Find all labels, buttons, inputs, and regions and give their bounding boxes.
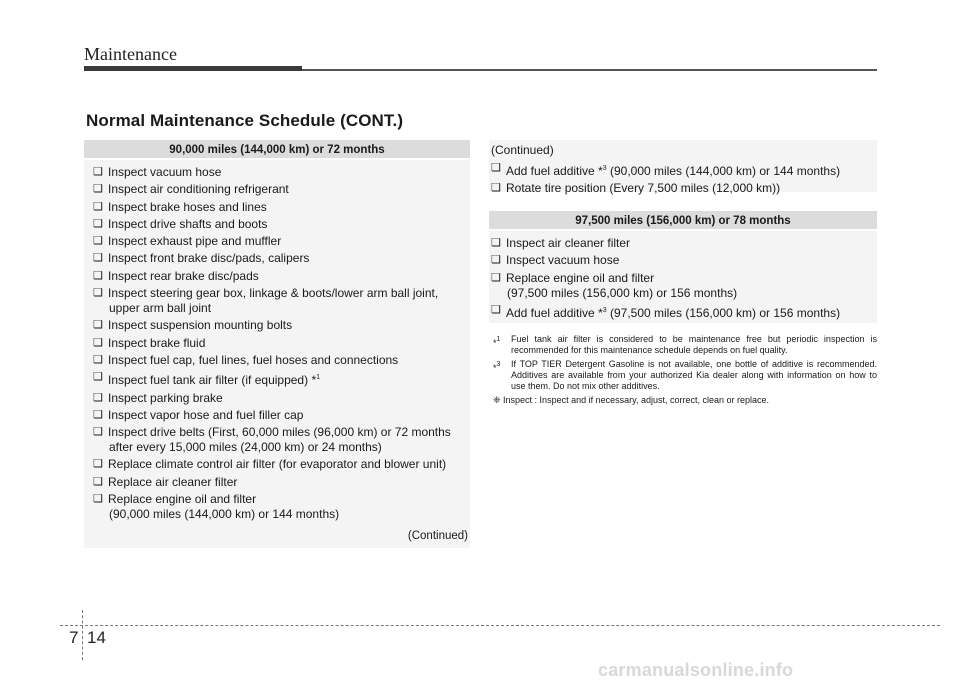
item-text: Inspect air cleaner filter	[506, 236, 631, 250]
footer-rule	[60, 625, 940, 626]
item-text: Add fuel additive *	[506, 164, 603, 178]
checklist-item	[93, 408, 470, 423]
item-subtext: after every 15,000 miles (24,000 km) or 24 months)	[109, 440, 382, 455]
checklist-item	[93, 182, 470, 197]
checkbox-icon: ❑	[93, 408, 103, 421]
footnote-ref: 3	[602, 306, 607, 314]
footnotes	[493, 334, 877, 409]
footer-divider	[82, 610, 83, 660]
checklist-item	[93, 457, 470, 472]
item-text: Replace air cleaner filter	[108, 474, 238, 489]
checkbox-icon: ❑	[93, 183, 103, 196]
item-text-tail: (97,500 miles (156,000 km) or 156 months)	[606, 305, 841, 320]
schedule-continued-panel	[489, 140, 877, 196]
checkbox-icon: ❑	[491, 162, 501, 174]
checkbox-icon: ❑	[93, 319, 103, 332]
panel-heading: 90,000 miles (144,000 km) or 72 months	[84, 140, 470, 160]
item-text: Inspect brake hoses and lines	[108, 199, 267, 214]
panel-heading: 97,500 miles (156,000 km) or 78 months	[489, 211, 877, 231]
checkbox-icon: ❑	[491, 254, 501, 267]
checkbox-icon: ❑	[93, 166, 103, 178]
footnote-text: Fuel tank air filter is considered to be maintenance free but periodic inspection is recommended for this maintenance schedule depends on fuel quality.	[511, 334, 877, 355]
checkbox-icon: ❑	[93, 287, 103, 300]
item-text: Rotate tire position (Every 7,500 miles (12,000 km))	[506, 181, 781, 196]
footnote-ref: 3	[602, 165, 607, 172]
item-text: Replace climate control air filter (for evaporator and blower unit)	[108, 457, 447, 472]
checklist-item	[93, 336, 470, 351]
checklist-item	[491, 303, 877, 321]
checklist-item	[93, 165, 470, 180]
item-text: Inspect fuel cap, fuel lines, fuel hoses and connections	[108, 352, 399, 367]
checkbox-icon: ❑	[93, 336, 103, 349]
item-text: Inspect front brake disc/pads, calipers	[108, 251, 310, 266]
checkbox-icon: ❑	[93, 426, 103, 439]
checkbox-icon: ❑	[93, 269, 103, 282]
checklist-item	[93, 286, 470, 316]
checkbox-icon: ❑	[93, 252, 103, 265]
item-text: Inspect air conditioning refrigerant	[108, 182, 289, 197]
header-title: Maintenance	[84, 44, 177, 64]
checkbox-icon: ❑	[491, 271, 501, 284]
checkbox-icon: ❑	[93, 217, 103, 230]
item-text: Inspect brake fluid	[108, 335, 206, 350]
checklist-item	[93, 318, 470, 333]
schedule-90000-panel	[84, 140, 470, 548]
schedule-97500-panel	[489, 211, 877, 323]
checklist-item	[93, 200, 470, 215]
checklist-item	[93, 391, 470, 406]
checkbox-icon: ❑	[491, 303, 501, 316]
footnote-text: If TOP TIER Detergent Gasoline is not available, one bottle of additive is recommended. Additives are available from your authorized Kia dealer along with information on how to use them. Do not mix other additives.	[511, 359, 877, 391]
checkbox-icon: ❑	[93, 475, 103, 488]
checkbox-icon: ❑	[93, 493, 103, 506]
checklist-item	[93, 492, 470, 522]
item-text: Inspect vacuum hose	[108, 165, 222, 179]
item-text: Inspect fuel tank air filter (if equipped) *	[108, 373, 317, 388]
inspect-note: ❈ Inspect : Inspect and if necessary, adjust, correct, clean or replace.	[493, 395, 770, 405]
checklist-item	[93, 217, 470, 232]
item-text: Inspect rear brake disc/pads	[108, 268, 259, 283]
checkbox-icon: ❑	[93, 235, 103, 248]
item-text: Inspect parking brake	[108, 390, 223, 405]
checklist-item	[93, 370, 470, 388]
item-subtext: (90,000 miles (144,000 km) or 144 months)	[109, 507, 340, 522]
item-text: Inspect steering gear box, linkage & boots/lower arm ball joint,	[108, 286, 439, 301]
checklist-item	[93, 251, 470, 266]
header-rule	[302, 69, 877, 71]
checkbox-icon: ❑	[93, 353, 103, 366]
item-text: Inspect drive belts (First, 60,000 miles (96,000 km) or 72 months	[108, 425, 451, 440]
footnote-ref: 1	[316, 374, 321, 382]
footnote-marker: *$^1$	[493, 336, 501, 348]
header-bar	[84, 66, 302, 71]
checklist-item	[491, 161, 877, 179]
item-text: Inspect drive shafts and boots	[108, 216, 268, 231]
checkbox-icon: ❑	[491, 237, 501, 249]
checklist-item	[491, 236, 877, 251]
checklist	[491, 161, 877, 196]
item-text: Inspect vacuum hose	[506, 253, 620, 268]
item-text: Add fuel additive *	[506, 305, 603, 320]
continued-label: (Continued)	[491, 143, 554, 157]
item-text: Inspect suspension mounting bolts	[108, 318, 293, 333]
checkbox-icon: ❑	[491, 182, 501, 195]
checklist-item	[93, 234, 470, 249]
checklist-item	[491, 181, 877, 196]
checklist-item	[93, 269, 470, 284]
continued-label: (Continued)	[407, 530, 468, 542]
footnote	[493, 334, 877, 356]
item-text: Inspect exhaust pipe and muffler	[108, 234, 282, 249]
footnote-marker: *$^3$	[493, 361, 501, 373]
item-text-tail: (90,000 miles (144,000 km) or 144 months)	[606, 164, 841, 178]
checklist	[84, 160, 470, 522]
item-text: Inspect vapor hose and fuel filler cap	[108, 407, 304, 422]
checklist-item	[491, 271, 877, 301]
checklist-item	[491, 253, 877, 268]
checkbox-icon: ❑	[93, 458, 103, 471]
checklist-item	[93, 353, 470, 368]
item-text: Replace engine oil and filter	[108, 492, 257, 507]
checklist	[489, 231, 877, 321]
checklist-item	[93, 475, 470, 490]
item-subtext: upper arm ball joint	[109, 301, 212, 316]
watermark: carmanualsonline.info	[598, 660, 794, 680]
footnote	[493, 359, 877, 392]
checkbox-icon: ❑	[93, 391, 103, 404]
item-subtext: (97,500 miles (156,000 km) or 156 months)	[507, 285, 738, 300]
item-text: Replace engine oil and filter	[506, 270, 655, 285]
checkbox-icon: ❑	[93, 371, 103, 384]
section-title: Normal Maintenance Schedule (CONT.)	[86, 111, 404, 130]
checklist-item	[93, 425, 470, 455]
page-number: 14	[87, 628, 106, 647]
chapter-number: 7	[69, 628, 79, 647]
checkbox-icon: ❑	[93, 200, 103, 213]
